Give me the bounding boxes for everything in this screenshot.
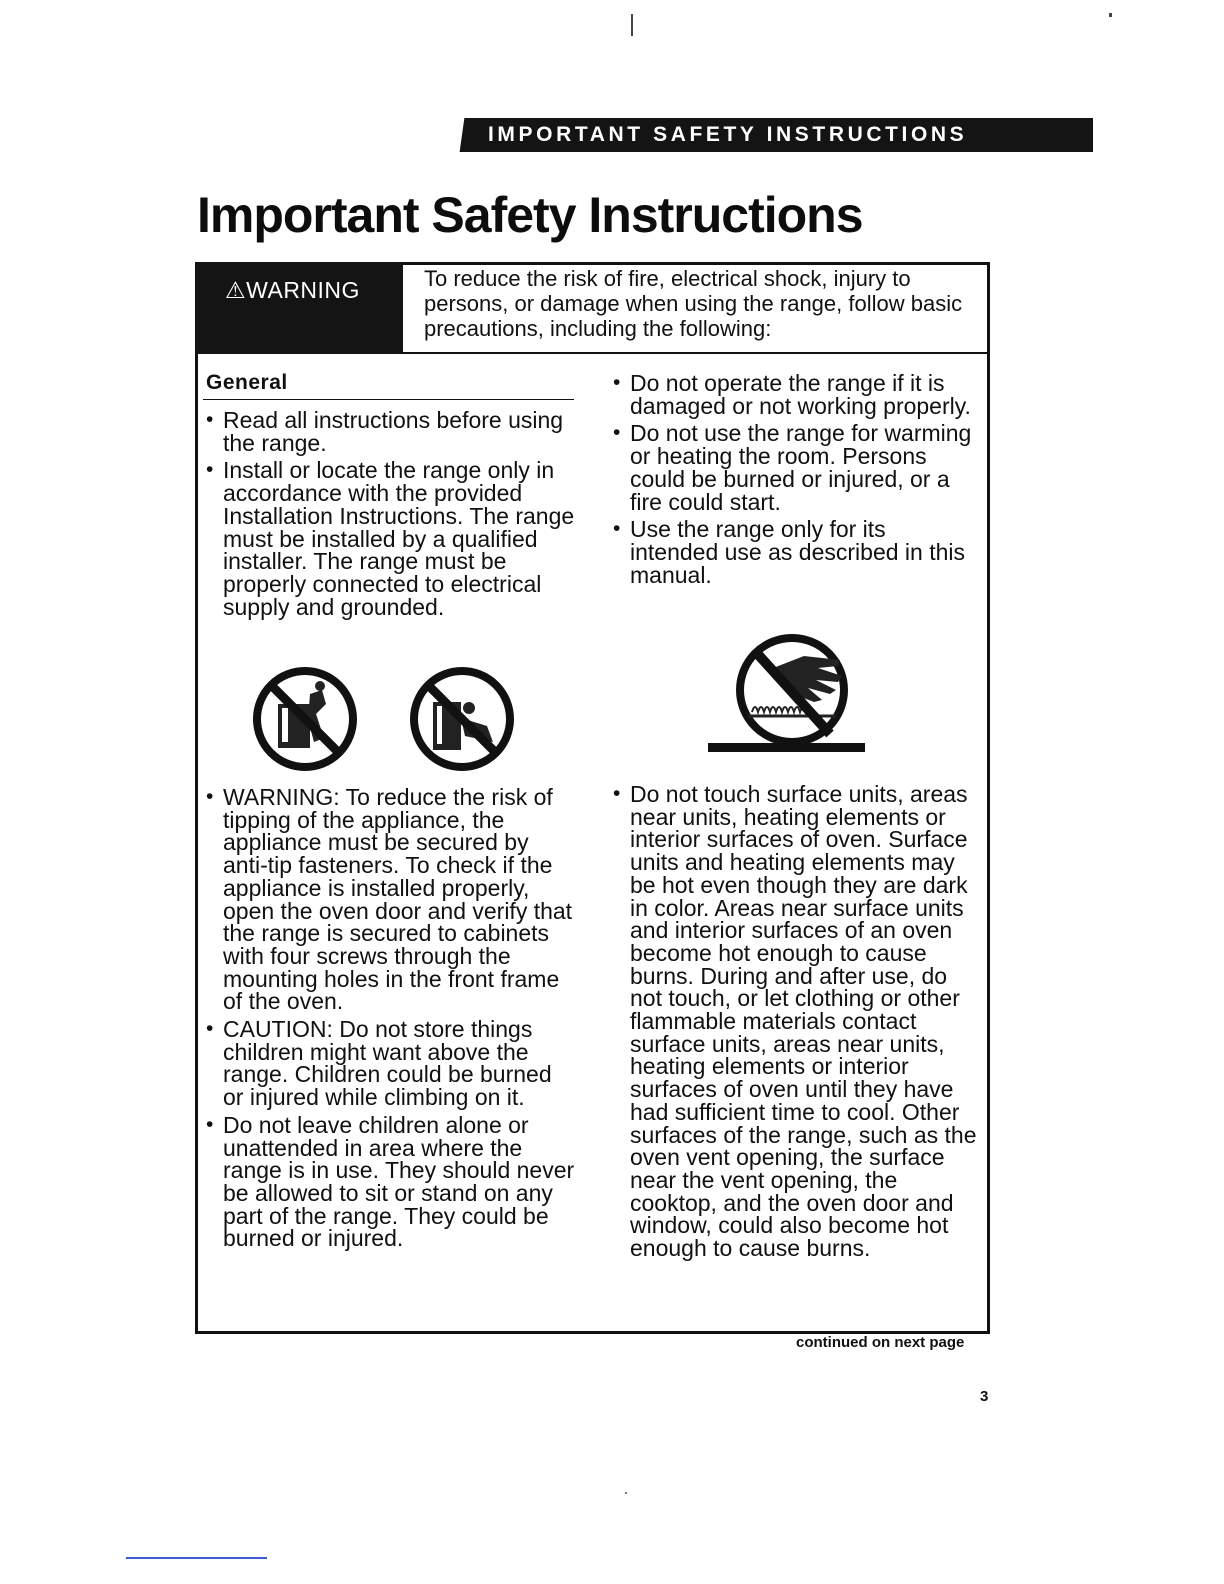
list-item: • Install or locate the range only in accordance with the provided Installation Instructions. The range must be installed by a qualified installer. The range must be properly connected to electrical supply and grounded. [203,459,578,618]
right-upper-section [610,372,980,591]
list-item: • Do not use the range for warming or heating the room. Persons could be burned or injured, or a fire could start. [610,422,980,513]
section-banner: IMPORTANT SAFETY INSTRUCTIONS [468,118,1093,152]
list-item: • Read all instructions before using the range. [203,409,578,454]
scan-mark [631,14,633,36]
list-item: • Use the range only for its intended use as described in this manual. [610,518,980,586]
list-item: • Do not operate the range if it is damaged or not working properly. [610,372,980,417]
general-list [203,409,578,618]
left-lower-section [203,786,578,1255]
right-upper-list [610,372,980,586]
continued-note: continued on next page [796,1334,965,1351]
scan-dot [625,1492,627,1494]
list-item: • Do not touch surface units, areas near units, heating elements or interior surfaces of oven. Surface units and heating elements may be hot even though they are dark in color. Areas near surface units and interior surfaces of an oven become hot enough to cause burns. During and after use, do not touch, or let clothing or other flammable materials contact surface units, areas near units, heating elements or interior surfaces of oven until they have had sufficient time to cool. Other surfaces of the range, such as the oven vent opening, the surface near the vent opening, the cooktop, and the oven door and window, could also become hot enough to cause burns. [610,783,980,1260]
general-section [203,370,578,623]
left-lower-list [203,786,578,1250]
warning-intro-box [403,262,990,354]
page-title: Important Safety Instructions [197,187,863,243]
right-lower-list [610,783,980,1260]
list-item: • WARNING: To reduce the risk of tipping of the appliance, the appliance must be secured by anti-tip fasteners. To check if the appliance is installed properly, open the oven door and verify that the range is secured to cabinets with four screws through the mounting holes in the front frame of the oven. [203,786,578,1013]
no-sitting-icon [407,664,517,779]
section-heading-general: General [203,370,574,400]
warning-label: ⚠WARNING [225,277,360,303]
no-climbing-icon [250,664,360,779]
list-item: • Do not leave children alone or unattended in area where the range is in use. They should never be allowed to sit or stand on any part of the range. They could be burned or injured. [203,1114,578,1250]
warning-intro: To reduce the risk of fire, electrical shock, injury to persons, or damage when using the range, follow basic precautions, including the following: [424,266,963,341]
page-number: 3 [980,1388,989,1405]
scan-line [126,1557,267,1559]
scan-dot [1109,13,1112,17]
list-item: • CAUTION: Do not store things children might want above the range. Children could be burned or injured while climbing on it. [203,1018,578,1109]
right-lower-section [610,783,980,1265]
no-touch-icon [708,630,868,761]
warning-block [195,262,403,354]
